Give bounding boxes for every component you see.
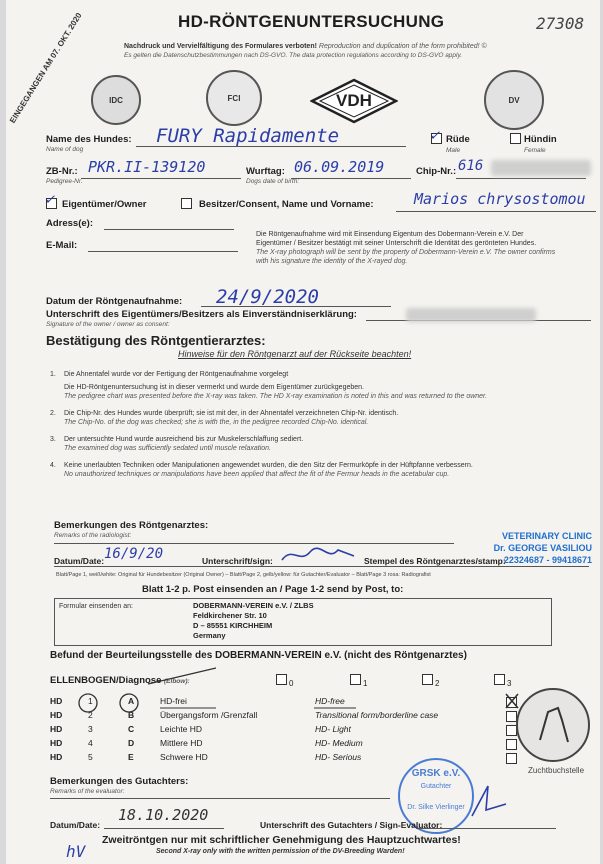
address-box: Formular einsenden an: DOBERMANN-VEREIN e.V. / ZLBS Feldkirchener Str. 10 D – 85551 KIRCHHEIM Germany [54,598,552,646]
notice-en: Reproduction and duplication of the form prohibited! © [318,43,487,50]
hd-selection-marks [76,690,536,721]
owner-name-value[interactable]: Marios chrysostomou [414,190,586,208]
female-checkbox[interactable] [510,133,521,144]
evaluation-date-value[interactable]: 18.10.2020 [118,806,209,824]
dv-round-stamp [516,688,590,762]
evaluator-signature [466,780,526,825]
fci-logo: FCI [206,70,262,126]
evaluator-remarks-label: Bemerkungen des Gutachters: [50,776,189,787]
footer-initials: hV [66,842,86,861]
form-page: EINGEGANGEN AM 07. OKT. 2020 HD-RÖNTGENUNTERSUCHUNG 27308 Nachdruck und Vervielfältigung des Formulares verboten! Reproduction and duplication of the form prohibited! © Es gelten die Datenschutzbestimmungen nach DS-GVO. The data protection regulations according to DS-GVO apply. IDC FCI VDH DV Name des Hundes: Name of dog FURY Rapidamente ✓ Rüde Male Hündin Female ZB-Nr.: Pedigree-Nr. PKR.II-139120 Wurftag: Dogs date of birth: 06.09.2019 Chip-Nr.: 616 ✓ Eigentümer/Owner Besitzer/Consent, Name und Vorname: Marios chrysostomou Adress(e): E-Mail: Die Röntgenaufnahme wird mit Einsendung Eigentum des Dobermann-Verein e.V. Der Eigentümer / Besitzer bestätigt mit seiner Unterschrift die Identität des gerönteten Hundes. The X-ray photograph will be sent by the property of Dobermann-Verein e.V. The owner confirms with his signature the identity of the X-rayed dog. Datum der Röntgenaufnahme: 24/9/2020 Unterschrift des Eigentümers/Besitzers als Einverständniserklärung: Signature of the owner / owner as consent: Bestätigung des Röntgentierarztes: Hinweise für den Röntgenarzt auf der Rückseite beachten! 1. Die Ahnentafel wurde vor der Fertigung der Röntgenaufnahme vorgelegt Die HD-Röntgenuntersuchung ist in dieser vermerkt und wurde dem Eigentümer zurückgegeben. The pedigree chart was presented before the X-ray was taken. The HD X-ray examination is noted in this and was returned to the owner. 2. Die Chip-Nr. des Hundes wurde überprüft; sie ist mit der, in der Ahnentafel verzeichneten Chip-Nr. identisch. The Chip-No. of the dog was checked; she is with the, in the pedigree recorded Chip-No. identical. 3. Der untersuchte Hund wurde ausreichend bis zur Muskelerschlaffung sediert. The examined dog was sufficiently sedated until muscle relaxation. 4. Keine unerlaubten Techniken oder Manipulationen angewendet wurden, die den Sitz der Fermurköpfe in der Hüftpfanne verbessern. No unauthorized techniques or manipulations have been applied that affect the fit of the Fermur heads in the acetabular cup. Bemerkungen des Röntgenarztes: Remarks of the radiologist: Datum/Date: 16/9/20 Unterschrift/sign: Stempel des Röntgenarztes/stamp: VETERINARY CLINIC Dr. GEORGE VASILIOU 22324687 - 99418671 Blatt/Page 1, weiß/white: Original für Hundebesitzer (Original Owner) – Blatt/Page 2, gelb/yellow: für Gutachter/Evaluator – Blatt/Page 3 rosa: Radiografist Blatt 1-2 p. Post einsenden an / Page 1-2 send by Post, to: Formular einsenden an: DOBERMANN-VEREIN e.V. / ZLBS Feldkirchener Str. 10 D – 85551 KIRCHHEIM Germany Befund der Beurteilungsstelle des DOBERMANN-VEREIN e.V. (nicht des Röntgenarztes) ELLENBOGEN/Diagnose (Elbow): 0 1 2 3 HD 1 A HD-frei HD-free HD 2 B Übergangsform /Grenzfall Transitional form/borderline case HD 3 C Leichte HD HD- Light HD 4 D Mittlere HD HD- Medium HD 5 E Schwere HD HD- Serious Zuchtbuchstelle Bemerkungen des Gutachters: Remarks of the evaluator: GRSK e.V. Gutachter Dr. Silke Vierlinger Datum/Date: 18.10.2020 Unterschrift des Gutachters / Sign-Evaluator: Zweitröntgen nur mit schriftlicher Genehmigung des Hauptzuchtwartes! Second X-ray only with the written permission of the DV-Breeding Warden! hV [6,0,600,864]
wurftag-value[interactable]: 06.09.2019 [294,158,385,176]
hd-row: HD 5 E Schwere HD HD- Serious [50,752,570,766]
post-note: Blatt 1-2 p. Post einsenden an / Page 1-2 send by Post, to: [142,584,404,595]
elbow-option-3[interactable] [494,674,505,685]
hd-grade-checkbox[interactable] [506,739,517,750]
notice-de: Nachdruck und Vervielfältigung des Formulares verboten! [124,43,317,50]
address-lines: DOBERMANN-VEREIN e.V. / ZLBS Feldkirchener Str. 10 D – 85551 KIRCHHEIM Germany [193,601,314,640]
dv-logo: DV [484,70,544,130]
male-check-mark: ✓ [430,126,440,144]
privacy-note: Es gelten die Datenschutzbestimmungen nach DS-GVO. The data protection regulations according to DS-GVO apply. [124,52,463,59]
chip-value[interactable]: 616 [458,158,484,174]
chip-label: Chip-Nr.: [416,166,457,177]
wurftag-label: Wurftag: [246,166,285,177]
elbow-diagnosis-scribble [146,664,226,691]
hd-row: HD 2 B Übergangsform /Grenzfall Transitional form/borderline case [50,710,570,724]
email-label: E-Mail: [46,240,78,251]
vdh-logo: VDH [310,78,398,124]
possessor-checkbox[interactable] [181,198,192,209]
hd-row: HD 3 C Leichte HD HD- Light [50,724,570,738]
confirmation-list: 1. Die Ahnentafel wurde vor der Fertigung der Röntgenaufnahme vorgelegt Die HD-Röntgenuntersuchung ist in dieser vermerkt und wurde dem Eigentümer zurückgegeben. The pedigree chart was presented before the X-ray was taken. The HD X-ray examination is noted in this and was returned to the owner. 2. Die Chip-Nr. des Hundes wurde überprüft; sie ist mit der, in der Ahnentafel verzeichneten Chip-Nr. identisch. The Chip-No. of the dog was checked; she is with the, in the pedigree recorded Chip-No. identical. 3. Der untersuchte Hund wurde ausreichend bis zur Muskelerschlaffung sediert. The examined dog was sufficiently sedated until muscle relaxation. 4. Keine unerlaubten Techniken oder Manipulationen angewendet wurden, die den Sitz der Fermurköpfe in der Hüftpfanne verbessern. No unauthorized techniques or manipulations have been applied that affect the fit of the Fermur heads in the acetabular cup. [50,371,488,478]
zb-label: ZB-Nr.: [46,166,78,177]
zb-value[interactable]: PKR.II-139120 [88,158,206,176]
address-label: Adress(e): [46,218,93,229]
serial-number: 27308 [536,14,585,33]
confirmation-heading: Bestätigung des Röntgentierarztes: [46,333,266,348]
radiologist-remarks-label: Bemerkungen des Röntgenarztes: [54,520,209,531]
xray-date-value[interactable]: 24/9/2020 [216,286,319,308]
elbow-label: ELLENBOGEN/Diagnose (Elbow): [50,675,190,686]
idc-logo: IDC [91,75,141,125]
hd-row: HD 1 A HD-frei HD-free [50,696,570,710]
elbow-option-1[interactable] [350,674,361,685]
footer-notice-de: Zweitröntgen nur mit schriftlicher Genehmigung des Hauptzuchtwartes! [102,834,461,846]
owner-sign-label: Unterschrift des Eigentümers/Besitzers als Einverständniserklärung: [46,309,357,320]
confirmation-hint: Hinweise für den Röntgenarzt auf der Rückseite beachten! [178,349,412,359]
xray-date-label: Datum der Röntgenaufnahme: [46,296,183,307]
hd-row: HD 4 D Mittlere HD HD- Medium [50,738,570,752]
elbow-option-2[interactable] [422,674,433,685]
dog-name-label: Name des Hundes: [46,134,132,145]
vet-clinic-stamp: VETERINARY CLINIC Dr. GEORGE VASILIOU 22324687 - 99418671 [493,531,592,565]
footer-notice-en: Second X-ray only with the written permission of the DV-Breeding Warden! [156,848,405,855]
received-stamp: EINGEGANGEN AM 07. OKT. 2020 [8,11,84,125]
radiologist-date-value[interactable]: 16/9/20 [104,546,164,562]
hd-grade-checkbox[interactable] [506,753,517,764]
dog-name-value[interactable]: FURY Rapidamente [156,125,340,147]
zuchtbuchstelle-label: Zuchtbuchstelle [528,766,585,775]
elbow-option-0[interactable] [276,674,287,685]
page-title: HD-RÖNTGENUNTERSUCHUNG [178,12,445,31]
grsk-stamp: GRSK e.V. Gutachter Dr. Silke Vierlinger [398,758,474,834]
evaluation-heading: Befund der Beurteilungsstelle des DOBERMANN-VEREIN e.V. (nicht des Röntgenarztes) [50,650,467,661]
